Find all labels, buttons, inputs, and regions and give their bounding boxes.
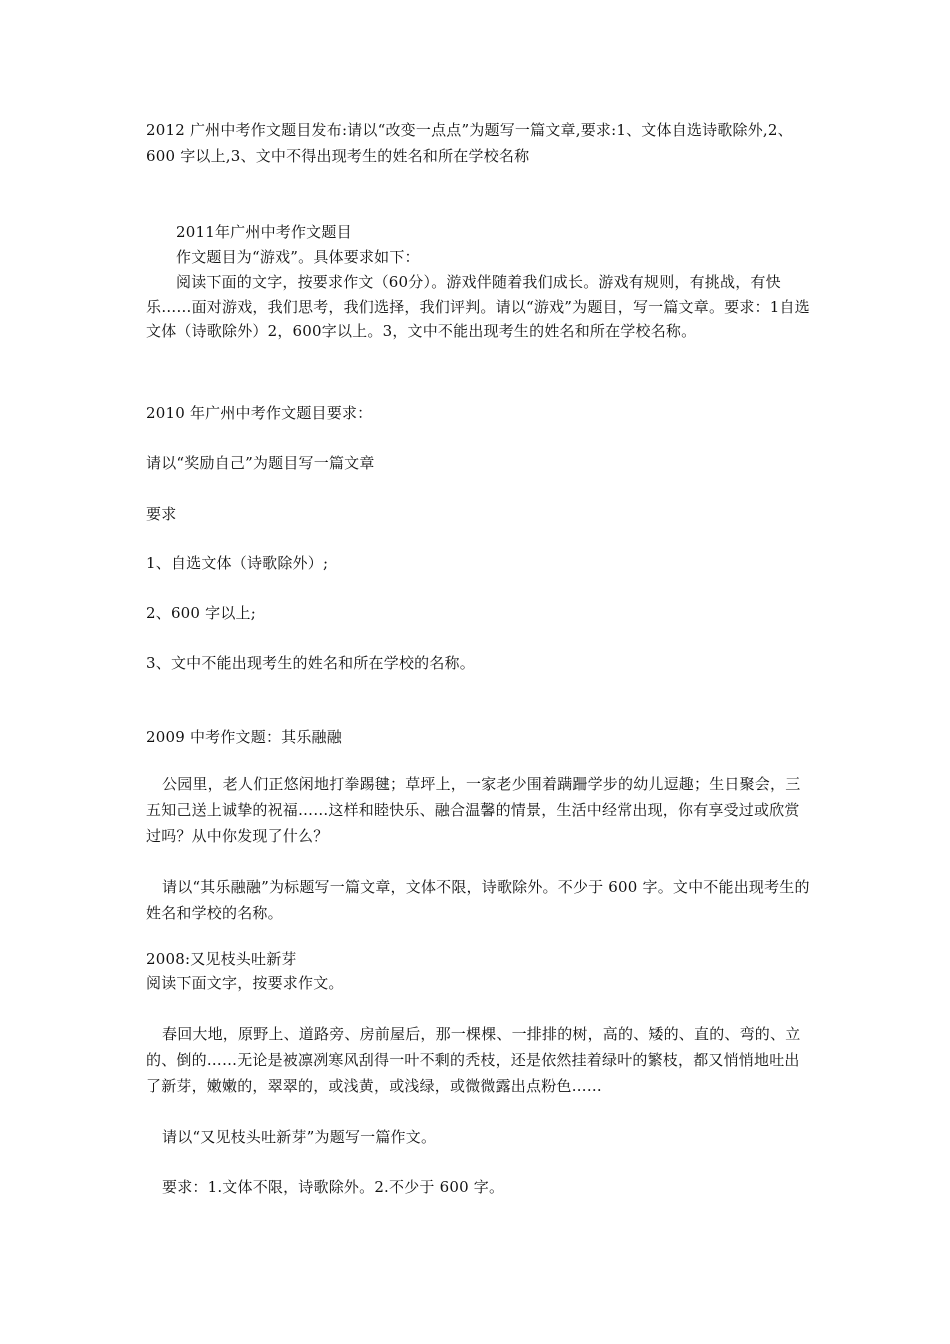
section-2011-body: 阅读下面的文字，按要求作文（60分）。游戏伴随着我们成长。游戏有规则，有挑战，有快乐……面对游戏，我们思考，我们选择，我们评判。请以“游戏”为题目，写一篇文章。要求：1自选文体（诗歌除外）2，600字以上。3，文中不能出现考生的姓名和所在学校名称。 <box>146 273 810 340</box>
section-2011-intro: 作文题目为“游戏”。具体要求如下： <box>176 248 420 266</box>
section-2011-heading: 2011年广州中考作文题目 <box>176 223 352 241</box>
section-2008-instruction: 阅读下面文字，按要求作文。 <box>146 974 344 992</box>
section-2010-req-3: 3、文中不能出现考生的姓名和所在学校的名称。 <box>146 654 475 672</box>
section-2010-req-label: 要求 <box>146 505 177 523</box>
section-2010-prompt: 请以“奖励自己”为题目写一篇文章 <box>146 454 375 472</box>
section-2008-heading: 2008:又见枝头吐新芽 <box>146 950 297 968</box>
section-2009-prompt: 请以“其乐融融”为标题写一篇文章，文体不限，诗歌除外。不少于 600 字。文中不能出现考生的姓名和学校的名称。 <box>146 878 810 922</box>
section-2008-requirements: 要求：1.文体不限，诗歌除外。2.不少于 600 字。 <box>162 1178 505 1196</box>
section-2008-prompt: 请以“又见枝头吐新芽”为题写一篇作文。 <box>162 1128 437 1146</box>
section-2010-req-2: 2、600 字以上; <box>146 604 256 622</box>
section-2009-heading: 2009 中考作文题：其乐融融 <box>146 728 342 746</box>
section-2010-req-1: 1、自选文体（诗歌除外）; <box>146 554 329 572</box>
section-2010-heading: 2010 年广州中考作文题目要求： <box>146 404 373 422</box>
section-2009-body: 公园里，老人们正悠闲地打拳踢毽；草坪上，一家老少围着蹒跚学步的幼儿逗趣；生日聚会，三五知己送上诚挚的祝福……这样和睦快乐、融合温馨的情景，生活中经常出现，你有享受过或欣赏过吗？从中你发现了什么？ <box>146 775 801 845</box>
section-2008-body: 春回大地，原野上、道路旁、房前屋后，那一棵棵、一排排的树，高的、矮的、直的、弯的、立的、倒的……无论是被凛冽寒风刮得一叶不剩的秃枝，还是依然挂着绿叶的繁枝，都又悄悄地吐出了新芽，嫩嫩的，翠翠的，或浅黄，或浅绿，或微微露出点粉色…… <box>146 1025 801 1095</box>
section-2012-text: 2012 广州中考作文题目发布:请以“改变一点点”为题写一篇文章,要求:1、文体自选诗歌除外,2、600 字以上,3、文中不得出现考生的姓名和所在学校名称 <box>146 121 793 165</box>
